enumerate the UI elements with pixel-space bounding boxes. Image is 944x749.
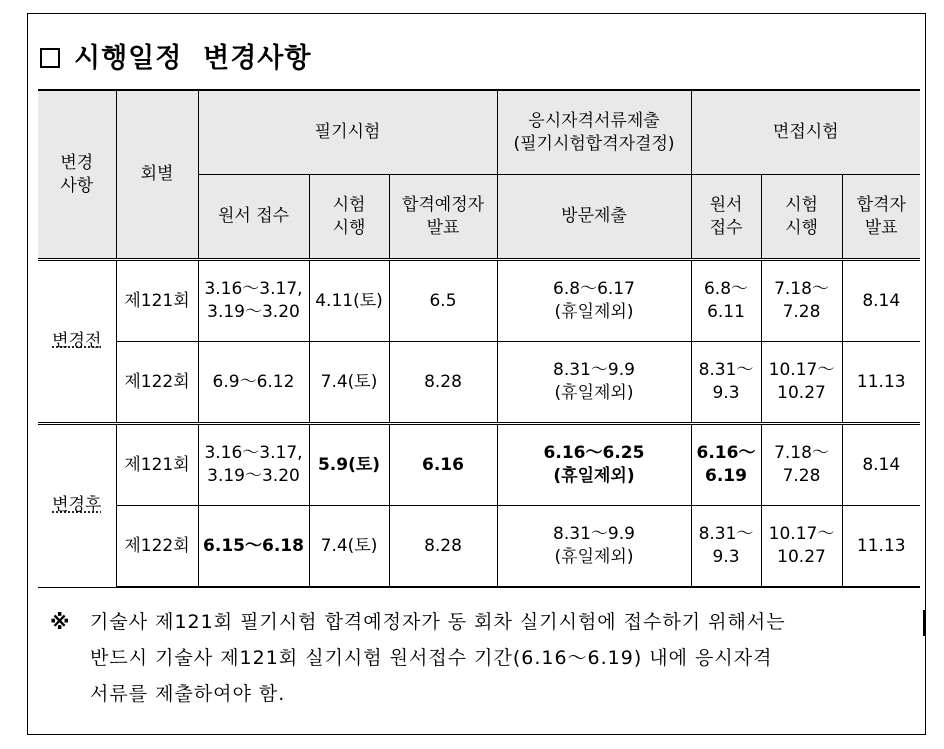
cell-exam: 5.9(토) (309, 424, 389, 506)
reference-mark: ※ (50, 610, 71, 634)
cell-announce: 6.5 (389, 260, 497, 342)
header-docs: 응시자격서류제출 (필기시험합격자결정) (497, 90, 691, 175)
cell-apply: 3.16～3.17, 3.19～3.20 (198, 260, 309, 342)
cell-interview-apply: 6.16～ 6.19 (691, 424, 761, 506)
group-label-after (38, 424, 116, 588)
header-interview-result: 합격자 발표 (842, 175, 920, 260)
cell-exam: 7.4(토) (309, 506, 389, 588)
page-title (40, 36, 311, 75)
header-interview-apply: 원서 접수 (691, 175, 761, 260)
cell-docs: 8.31～9.9 (휴일제외) (497, 342, 691, 424)
cell-interview-exam: 7.18～ 7.28 (761, 424, 842, 506)
cell-exam: 7.4(토) (309, 342, 389, 424)
cell-interview-result: 8.14 (842, 260, 920, 342)
cell-interview-apply: 8.31～ 9.3 (691, 506, 761, 588)
cell-docs: 8.31～9.9 (휴일제외) (497, 506, 691, 588)
cell-announce: 6.16 (389, 424, 497, 506)
group-label-text: 변경전 (52, 331, 102, 351)
cell-interview-result: 11.13 (842, 506, 920, 588)
header-written-announce: 합격예정자 발표 (389, 175, 497, 260)
cell-round: 제121회 (116, 424, 198, 506)
group-label-text: 변경후 (52, 495, 102, 516)
footnote-line: 서류를 제출하여야 함. (90, 683, 286, 705)
cell-docs: 6.8～6.17 (휴일제외) (497, 260, 691, 342)
cell-announce: 8.28 (389, 506, 497, 588)
cell-interview-result: 8.14 (842, 424, 920, 506)
cell-apply: 6.15～6.18 (198, 506, 309, 588)
footnote-line: 기술사 제121회 필기시험 합격예정자가 동 회차 실기시험에 접수하기 위해서는 (90, 611, 786, 633)
cell-interview-apply: 6.8～ 6.11 (691, 260, 761, 342)
cell-interview-exam: 10.17～ 10.27 (761, 342, 842, 424)
header-written-apply: 원서 접수 (198, 175, 309, 260)
checkbox-square-icon (40, 48, 60, 68)
cell-docs: 6.16～6.25 (휴일제외) (497, 424, 691, 506)
header-written-exam: 시험 시행 (309, 175, 389, 260)
page-title-text: 시행일정 변경사항 (74, 43, 312, 74)
header-interview: 면접시험 (691, 90, 920, 175)
cell-interview-result: 11.13 (842, 342, 920, 424)
cell-apply: 6.9～6.12 (198, 342, 309, 424)
cell-round: 제121회 (116, 260, 198, 342)
header-change: 변경 사항 (38, 90, 116, 260)
cell-interview-apply: 8.31～ 9.3 (691, 342, 761, 424)
cell-interview-exam: 7.18～ 7.28 (761, 260, 842, 342)
group-label-before (38, 260, 116, 424)
footnote-line: 반드시 기술사 제121회 실기시험 원서접수 기간(6.16～6.19) 내에 응시자격 (90, 647, 773, 669)
header-written: 필기시험 (198, 90, 497, 175)
cell-apply: 3.16～3.17, 3.19～3.20 (198, 424, 309, 506)
cell-interview-exam: 10.17～ 10.27 (761, 506, 842, 588)
header-round: 회별 (116, 90, 198, 260)
schedule-table (38, 89, 920, 588)
cell-announce: 8.28 (389, 342, 497, 424)
header-interview-exam: 시험 시행 (761, 175, 842, 260)
edge-bar (923, 610, 925, 636)
cell-round: 제122회 (116, 342, 198, 424)
footnote (50, 604, 920, 712)
header-docs-visit: 방문제출 (497, 175, 691, 260)
cell-exam: 4.11(토) (309, 260, 389, 342)
cell-round: 제122회 (116, 506, 198, 588)
